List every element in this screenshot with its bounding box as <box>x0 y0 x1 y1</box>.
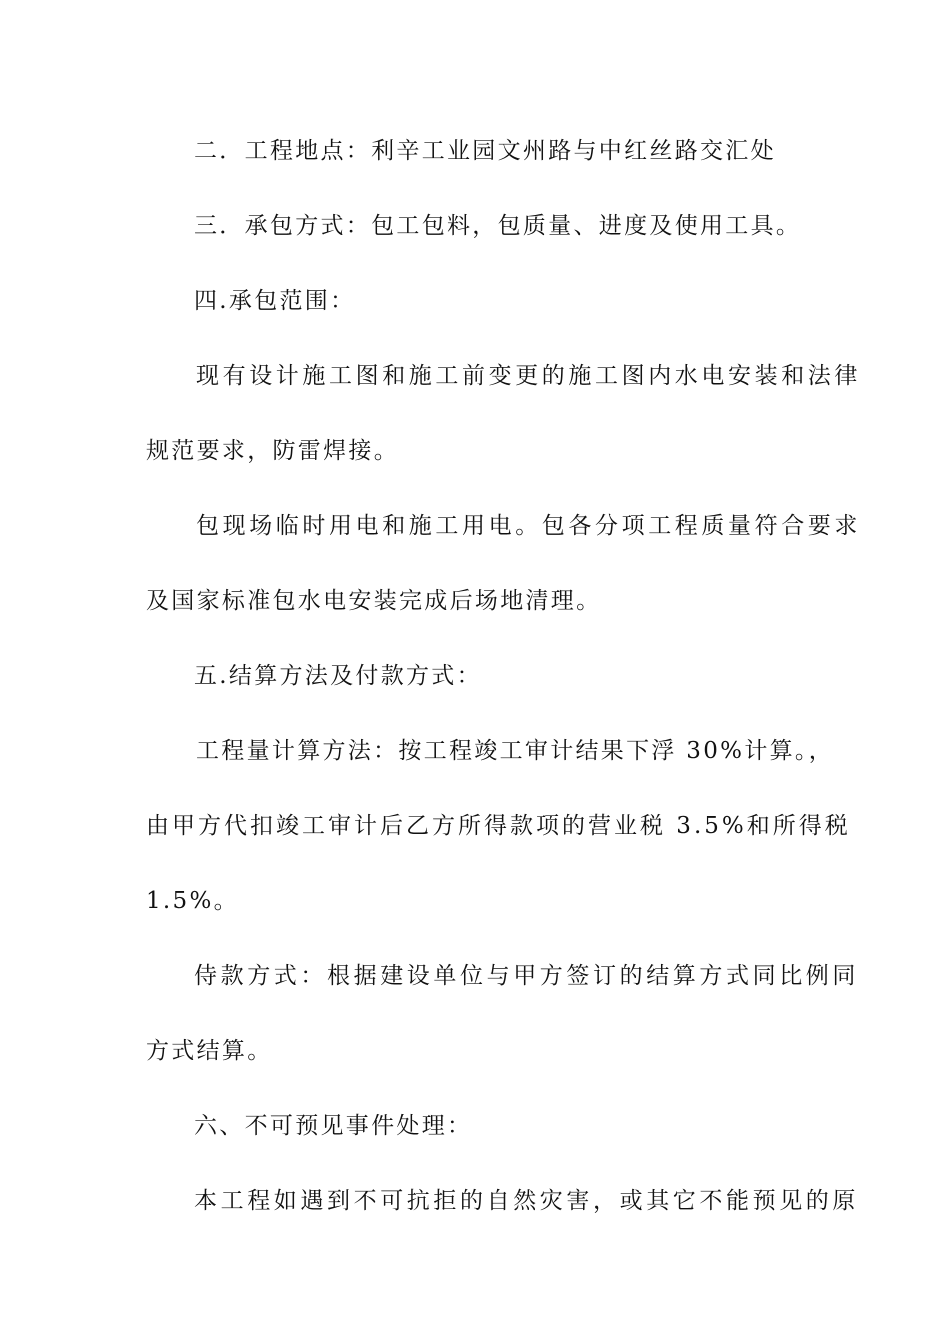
paragraph-line: 及国家标准包水电安装完成后场地清理。 <box>146 588 602 614</box>
section-2-project-location: 二．工程地点：利辛工业园文州路与中红丝路交汇处 <box>194 138 776 164</box>
paragraph-line: 方式结算。 <box>146 1038 273 1064</box>
paragraph-line: 包现场临时用电和施工用电。包各分项工程质量符合要求 <box>196 513 861 539</box>
section-3-contract-method: 三．承包方式：包工包料，包质量、进度及使用工具。 <box>194 213 802 239</box>
paragraph-line: 由甲方代扣竣工审计后乙方所得款项的营业税 3.5%和所得税 <box>146 813 851 839</box>
paragraph-line: 1.5%。 <box>146 888 239 914</box>
paragraph-line: 工程量计算方法：按工程竣工审计结果下浮 30%计算。， <box>196 738 835 764</box>
section-6-heading: 六、不可预见事件处理： <box>194 1113 473 1139</box>
paragraph-line: 侍款方式：根据建设单位与甲方签订的结算方式同比例同 <box>194 963 859 989</box>
section-4-heading: 四.承包范围： <box>194 288 356 314</box>
paragraph-line: 现有设计施工图和施工前变更的施工图内水电安装和法律 <box>196 363 861 389</box>
section-5-heading: 五.结算方法及付款方式： <box>194 663 482 689</box>
paragraph-line: 规范要求，防雷焊接。 <box>146 438 399 464</box>
paragraph-line: 本工程如遇到不可抗拒的自然灾害，或其它不能预见的原 <box>194 1188 859 1214</box>
